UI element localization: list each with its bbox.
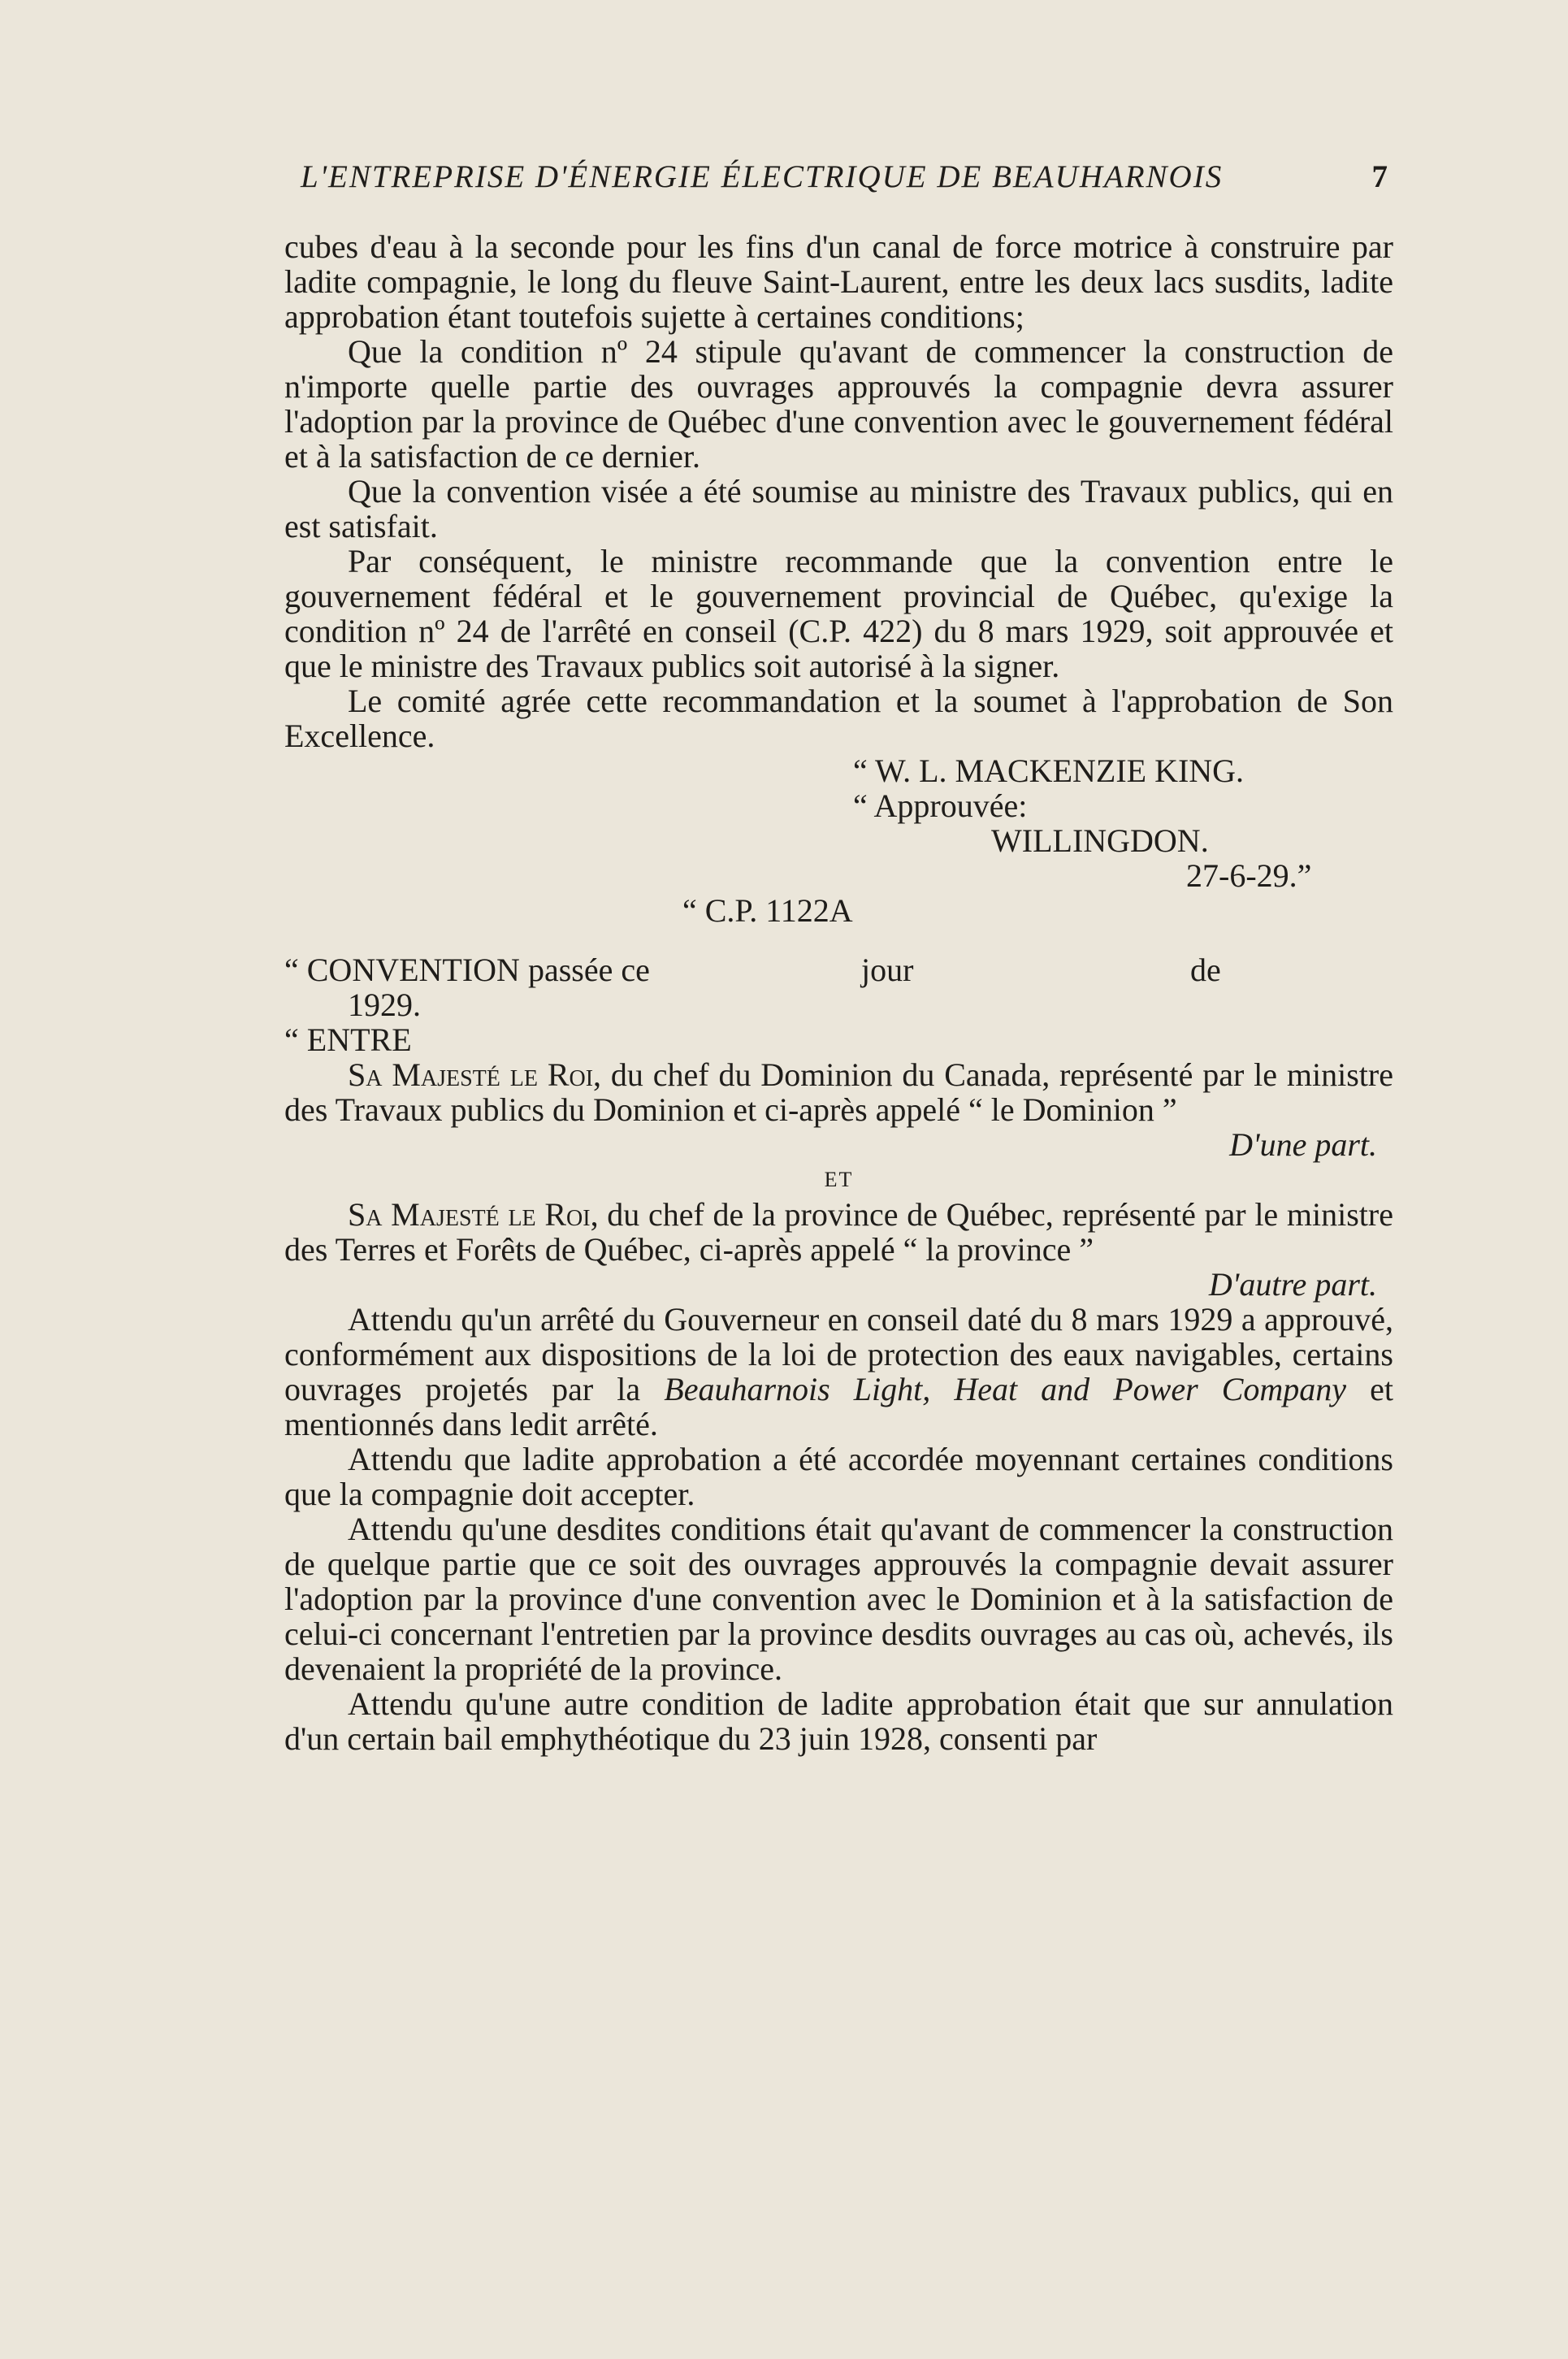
party-province <box>284 1197 1393 1267</box>
order-number: “ C.P. 1122A <box>682 892 853 929</box>
convention-start: “ CONVENTION passée ce <box>284 952 650 988</box>
attendu-paragraph: Attendu qu'une autre condition de ladite approbation était que sur annulation d'un certain bail emphythéotique du 23 juin 1928, consenti par <box>284 1685 1393 1757</box>
page-number: 7 <box>1371 159 1389 194</box>
running-header <box>301 158 1389 195</box>
signature-willingdon: WILLINGDON. <box>991 822 1209 859</box>
entre-heading: “ ENTRE <box>284 1021 412 1058</box>
signature-mackenzie-king: “ W. L. MACKENZIE KING. <box>853 752 1245 789</box>
paragraph: cubes d'eau à la seconde pour les fins d'un canal de force motrice à construire par ladite compagnie, le long du fleuve Saint-Laurent, entre les deux lacs susdits, ladite approbation étant toutefois sujette à certaines conditions; <box>284 228 1393 335</box>
part-one-label: D'une part. <box>1229 1126 1377 1163</box>
et-separator: ET <box>824 1168 854 1191</box>
convention-jour: jour <box>861 952 914 988</box>
party-province-text: , du chef de la province de Québec, représenté par le ministre des Terres et Forêts de Québec, ci-après appelé “ la province ” <box>284 1196 1393 1268</box>
party-dominion-text: , du chef du Dominion du Canada, représenté par le ministre des Travaux publics du Dominion et ci-après appelé “ le Dominion ” <box>284 1056 1393 1128</box>
sa-majeste-le-roi: Sa Majesté le Roi <box>348 1056 594 1093</box>
attendu-paragraph: Attendu que ladite approbation a été accordée moyennant certaines conditions que la compagnie doit accepter. <box>284 1441 1393 1512</box>
party-dominion <box>284 1057 1393 1127</box>
paragraph: Par conséquent, le ministre recommande que la convention entre le gouvernement fédéral et le gouvernement provincial de Québec, qu'exige la condition nº 24 de l'arrêté en conseil (C.P. 422) du 8 mars 1929, soit approuvée et que le ministre des Travaux publics soit autorisé à la signer. <box>284 543 1393 684</box>
convention-de: de <box>1190 952 1221 988</box>
paragraph: Que la condition nº 24 stipule qu'avant de commencer la construction de n'importe quelle partie des ouvrages approuvés la compagnie devra assurer l'adoption par la province de Québec d'une convention avec le gouvernement fédéral et à la satisfaction de ce dernier. <box>284 333 1393 475</box>
signature-date: 27-6-29.” <box>1186 857 1312 894</box>
attendu-text: Attendu qu'un arrêté du Gouverneur en conseil daté du 8 mars 1929 a approuvé, conformément aux dispositions de la loi de protection des eaux navigables, certains ouvrages projetés par la <box>284 1301 1393 1407</box>
attendu-text: et mentionnés dans ledit arrêté. <box>284 1371 1393 1442</box>
paragraph: Que la convention visée a été soumise au ministre des Travaux publics, qui en est satisfait. <box>284 473 1393 544</box>
header-title: L'ENTREPRISE D'ÉNERGIE ÉLECTRIQUE DE BEAUHARNOIS <box>301 159 1224 194</box>
convention-line <box>284 952 1393 987</box>
company-name: Beauharnois Light, Heat and Power Company <box>664 1371 1347 1407</box>
paragraph: Le comité agrée cette recommandation et la soumet à l'approbation de Son Excellence. <box>284 683 1393 754</box>
attendu-paragraph: Attendu qu'une desdites conditions était qu'avant de commencer la construction de quelque partie que ce soit des ouvrages approuvés la compagnie devait assurer l'adoption par la province d'une convention avec le Dominion et à la satisfaction de celui-ci concernant l'entretien par la province desdits ouvrages au cas où, achevés, ils devenaient la propriété de la province. <box>284 1511 1393 1687</box>
approval-label: “ Approuvée: <box>853 787 1028 824</box>
sa-majeste-le-roi: Sa Majesté le Roi <box>348 1196 591 1233</box>
attendu-paragraph <box>284 1302 1393 1442</box>
part-two-label: D'autre part. <box>1208 1266 1377 1303</box>
page-body <box>284 229 1393 1756</box>
convention-year: 1929. <box>348 987 421 1023</box>
